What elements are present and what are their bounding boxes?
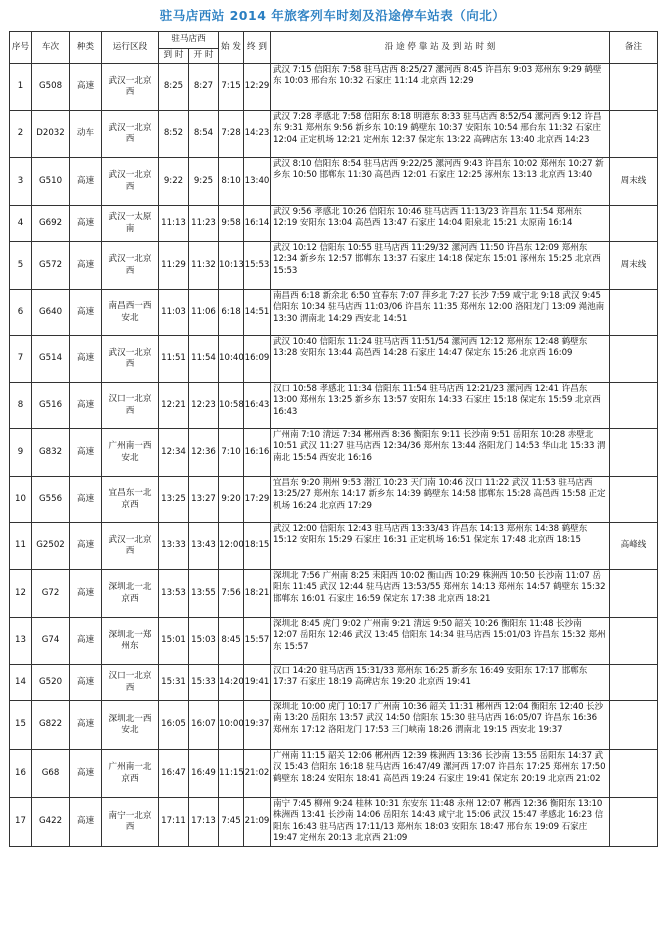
row-stops: 武汉 12:00 信阳东 12:43 驻马店西 13:33/43 许昌东 14:13 郑州东 14:38 鹤壁东 15:12 安阳东 15:29 石家庄 16:31 正定机场 16:51 保定东 17:48 北京西 18:15 [271,523,610,570]
row-note [610,64,658,111]
row-train-number: G2502 [32,523,70,570]
header-depart: 开 时 [189,49,219,64]
row-stops: 汉口 14:20 驻马店西 15:31/33 郑州东 16:25 新乡东 16:49 安阳东 17:17 邯郸东 17:37 石家庄 18:19 高碑店东 19:20 北京西 19:41 [271,665,610,701]
row-note [610,336,658,383]
row-train-number: G556 [32,477,70,523]
row-route-text: 武汉一北京西 [108,122,152,144]
row-terminal-arrival: 19:37 [244,701,271,750]
row-route [102,64,159,111]
row-route-text: 深圳北一郑州东 [108,629,152,651]
row-origin-departure: 9:58 [219,206,244,242]
row-train-type: 高速 [70,64,102,111]
row-arrival-time: 13:53 [159,570,189,618]
row-seq: 12 [10,570,32,618]
row-arrival-time: 11:51 [159,336,189,383]
row-departure-time: 17:13 [189,798,219,847]
row-route-text: 深圳北一北京西 [108,582,152,604]
row-terminal-arrival: 16:14 [244,206,271,242]
row-stops: 武汉 7:15 信阳东 7:58 驻马店西 8:25/27 漯河西 8:45 许昌东 9:03 郑州东 9:29 鹤壁东 10:03 邢台东 10:32 石家庄 11:14 北京西 12:29 [271,64,610,111]
row-departure-time: 11:54 [189,336,219,383]
row-route [102,111,159,158]
row-terminal-arrival: 14:51 [244,290,271,336]
row-train-type: 高速 [70,798,102,847]
row-seq: 17 [10,798,32,847]
row-train-type: 高速 [70,701,102,750]
row-train-number: G822 [32,701,70,750]
row-stops: 南昌西 6:18 新余北 6:50 宜春东 7:07 萍乡北 7:27 长沙 7:59 咸宁北 9:18 武汉 9:45 信阳东 10:34 驻马店西 11:03/06 许昌东 11:35 郑州东 12:00 洛阳龙门 13:09 渑池南 13:30 渭南北 14:29 西安北 14:51 [271,290,610,336]
row-terminal-arrival: 14:23 [244,111,271,158]
row-arrival-time: 9:22 [159,158,189,206]
row-origin-departure: 9:20 [219,477,244,523]
row-seq: 9 [10,429,32,477]
row-note [610,290,658,336]
row-route [102,242,159,290]
row-train-number: D2032 [32,111,70,158]
table-row [10,701,658,750]
row-origin-departure: 10:13 [219,242,244,290]
header-stops: 沿 途 停 靠 站 及 到 站 时 刻 [271,32,610,64]
table-row [10,64,658,111]
row-departure-time: 8:27 [189,64,219,111]
row-departure-time: 15:03 [189,618,219,665]
row-route-text: 南昌西一西安北 [108,301,152,323]
row-seq: 14 [10,665,32,701]
row-departure-time: 8:54 [189,111,219,158]
header-seq: 序号 [10,32,32,64]
row-arrival-time: 15:31 [159,665,189,701]
row-train-number: G514 [32,336,70,383]
row-train-number: G74 [32,618,70,665]
row-seq: 13 [10,618,32,665]
row-route-text: 武汉一北京西 [108,347,152,369]
row-arrival-time: 12:34 [159,429,189,477]
row-origin-departure: 14:20 [219,665,244,701]
row-arrival-time: 17:11 [159,798,189,847]
row-origin-departure: 10:40 [219,336,244,383]
row-stops: 广州南 11:15 韶关 12:06 郴州西 12:39 株洲西 13:36 长沙南 13:55 岳阳东 14:37 武汉 15:43 信阳东 16:18 驻马店西 16:47/49 漯河西 17:07 许昌东 17:25 郑州东 17:50 鹤壁东 18:24 安阳东 18:41 高邑西 19:24 石家庄 19:41 保定东 20:19 北京西 21:02 [271,750,610,798]
row-origin-departure: 7:56 [219,570,244,618]
row-terminal-arrival: 15:57 [244,618,271,665]
row-stops: 武汉 9:56 孝感北 10:26 信阳东 10:46 驻马店西 11:13/23 许昌东 11:54 郑州东 12:19 安阳东 13:04 高邑西 13:47 石家庄 14:04 阳泉北 15:21 太原南 16:14 [271,206,610,242]
row-stops: 南宁 7:45 柳州 9:24 桂林 10:31 东安东 11:48 永州 12:07 郴西 12:36 衡阳东 13:10 株洲西 13:41 长沙南 14:06 岳阳东 14:43 咸宁北 15:06 武汉 15:47 孝感北 16:23 信阳东 16:43 驻马店西 17:11/13 郑州东 18:03 安阳东 18:47 邢台东 19:09 石家庄 19:47 定州东 20:13 北京西 21:09 [271,798,610,847]
row-note: 周末线 [610,242,658,290]
row-route-text: 深圳北一西安北 [108,713,152,735]
row-train-type: 高速 [70,618,102,665]
header-origin-departure: 始 发 [219,32,244,64]
row-note [610,618,658,665]
table-row [10,477,658,523]
row-route-text: 武汉一北京西 [108,534,152,556]
row-arrival-time: 11:13 [159,206,189,242]
row-train-number: G422 [32,798,70,847]
row-route [102,477,159,523]
row-terminal-arrival: 16:16 [244,429,271,477]
row-seq: 7 [10,336,32,383]
row-origin-departure: 8:45 [219,618,244,665]
row-arrival-time: 11:29 [159,242,189,290]
table-row [10,111,658,158]
row-stops: 汉口 10:58 孝感北 11:34 信阳东 11:54 驻马店西 12:21/23 漯河西 12:41 许昌东 13:00 郑州东 13:25 新乡东 13:57 安阳东 14:33 石家庄 15:18 保定东 15:59 北京西 16:43 [271,383,610,429]
header-note: 备注 [610,32,658,64]
table-row [10,750,658,798]
timetable-body [10,64,658,847]
row-route-text: 广州南一西安北 [108,441,152,463]
row-train-number: G72 [32,570,70,618]
row-seq: 5 [10,242,32,290]
row-route-text: 汉口一北京西 [108,671,152,693]
row-route [102,158,159,206]
row-train-type: 高速 [70,290,102,336]
row-note [610,206,658,242]
row-seq: 16 [10,750,32,798]
row-departure-time: 11:32 [189,242,219,290]
row-train-number: G832 [32,429,70,477]
row-terminal-arrival: 16:09 [244,336,271,383]
row-origin-departure: 6:18 [219,290,244,336]
row-route [102,429,159,477]
row-route [102,206,159,242]
row-seq: 3 [10,158,32,206]
table-row [10,570,658,618]
row-note: 周末线 [610,158,658,206]
row-origin-departure: 8:10 [219,158,244,206]
row-note [610,429,658,477]
row-stops: 武汉 8:10 信阳东 8:54 驻马店西 9:22/25 漯河西 9:43 许昌东 10:02 郑州东 10:27 新乡东 10:50 邯郸东 11:30 高邑西 12:01 石家庄 12:25 涿州东 13:13 北京西 13:40 [271,158,610,206]
timetable [9,31,658,847]
row-train-number: G516 [32,383,70,429]
row-route [102,750,159,798]
row-note [610,383,658,429]
row-stops: 深圳北 7:56 广州南 8:25 耒阳西 10:02 衡山西 10:29 株洲西 10:50 长沙南 11:07 岳阳东 11:45 武汉 12:44 驻马店西 13:53/55 郑州东 14:13 郑州东 14:57 鹤壁东 15:32 邯郸东 16:01 石家庄 16:59 保定东 17:38 北京西 18:21 [271,570,610,618]
row-seq: 4 [10,206,32,242]
table-row [10,336,658,383]
row-route [102,798,159,847]
row-train-type: 高速 [70,383,102,429]
row-train-type: 高速 [70,750,102,798]
row-arrival-time: 15:01 [159,618,189,665]
row-route-text: 武汉一北京西 [108,75,152,97]
row-note [610,798,658,847]
table-row [10,383,658,429]
row-route-text: 广州南一北京西 [108,762,152,784]
row-terminal-arrival: 12:29 [244,64,271,111]
row-route-text: 宜昌东一北京西 [108,488,152,510]
row-train-type: 高速 [70,158,102,206]
row-terminal-arrival: 15:53 [244,242,271,290]
row-route [102,290,159,336]
row-stops: 广州南 7:10 清远 7:34 郴州西 8:36 衡阳东 9:11 长沙南 9:51 岳阳东 10:28 赤壁北 10:51 武汉 11:27 驻马店西 12:34/36 郑州东 13:44 洛阳龙门 14:53 华山北 15:33 渭南北 15:54 西安北 16:16 [271,429,610,477]
header-arrive: 到 时 [159,49,189,64]
row-terminal-arrival: 13:40 [244,158,271,206]
row-arrival-time: 8:52 [159,111,189,158]
row-train-number: G510 [32,158,70,206]
row-route [102,523,159,570]
row-departure-time: 13:27 [189,477,219,523]
row-route [102,383,159,429]
row-origin-departure: 10:00 [219,701,244,750]
row-terminal-arrival: 18:15 [244,523,271,570]
row-seq: 2 [10,111,32,158]
row-stops: 武汉 10:12 信阳东 10:55 驻马店西 11:29/32 漯河西 11:50 许昌东 12:09 郑州东 12:34 新乡东 12:57 邯郸东 13:37 石家庄 14:18 保定东 15:01 涿州东 15:25 北京西 15:53 [271,242,610,290]
row-departure-time: 9:25 [189,158,219,206]
row-departure-time: 12:23 [189,383,219,429]
row-train-type: 高速 [70,206,102,242]
row-departure-time: 11:06 [189,290,219,336]
header-type: 种类 [70,32,102,64]
row-departure-time: 13:55 [189,570,219,618]
row-arrival-time: 13:33 [159,523,189,570]
row-stops: 武汉 7:28 孝感北 7:58 信阳东 8:18 明港东 8:33 驻马店西 8:52/54 漯河西 9:12 许昌东 9:31 郑州东 9:56 新乡东 10:19 鹤壁东 10:37 安阳东 10:54 邢台东 11:32 石家庄 12:04 正定机场 12:21 定州东 12:37 保定东 13:22 高碑店东 13:40 北京西 14:23 [271,111,610,158]
row-terminal-arrival: 16:43 [244,383,271,429]
row-route-text: 武汉一太原南 [108,212,152,234]
row-note [610,665,658,701]
row-terminal-arrival: 19:41 [244,665,271,701]
table-row [10,290,658,336]
header-route: 运行区段 [102,32,159,64]
row-train-type: 高速 [70,523,102,570]
row-origin-departure: 7:28 [219,111,244,158]
row-route [102,701,159,750]
row-note [610,570,658,618]
row-arrival-time: 8:25 [159,64,189,111]
table-row [10,429,658,477]
row-train-type: 高速 [70,570,102,618]
row-terminal-arrival: 17:29 [244,477,271,523]
row-route [102,665,159,701]
row-train-number: G68 [32,750,70,798]
row-route [102,570,159,618]
row-arrival-time: 13:25 [159,477,189,523]
row-origin-departure: 10:58 [219,383,244,429]
row-terminal-arrival: 18:21 [244,570,271,618]
row-route-text: 武汉一北京西 [108,170,152,192]
row-departure-time: 15:33 [189,665,219,701]
row-stops: 宜昌东 9:20 荆州 9:53 潜江 10:23 天门南 10:46 汉口 11:22 武汉 11:53 驻马店西 13:25/27 郑州东 14:17 新乡东 14:39 鹤壁东 14:58 邯郸东 15:28 高邑西 15:58 正定机场 16:24 北京西 17:29 [271,477,610,523]
row-terminal-arrival: 21:02 [244,750,271,798]
row-departure-time: 12:36 [189,429,219,477]
table-row [10,242,658,290]
header-train: 车次 [32,32,70,64]
row-stops: 深圳北 8:45 虎门 9:02 广州南 9:21 清远 9:50 韶关 10:26 衡阳东 11:48 长沙南 12:07 岳阳东 12:46 武汉 13:45 信阳东 14:34 驻马店西 15:01/03 许昌东 15:32 郑州东 15:57 [271,618,610,665]
row-route-text: 武汉一北京西 [108,254,152,276]
row-train-type: 高速 [70,242,102,290]
row-route [102,618,159,665]
row-seq: 15 [10,701,32,750]
row-origin-departure: 7:45 [219,798,244,847]
row-origin-departure: 7:10 [219,429,244,477]
row-stops: 深圳北 10:00 虎门 10:17 广州南 10:36 韶关 11:31 郴州西 12:04 衡阳东 12:40 长沙南 13:20 岳阳东 13:57 武汉 14:50 信阳东 15:30 驻马店西 16:05/07 许昌东 16:36 郑州东 17:12 洛阳龙门 17:53 三门峡南 18:26 渭南北 19:15 西安北 19:37 [271,701,610,750]
row-arrival-time: 16:05 [159,701,189,750]
row-train-type: 高速 [70,336,102,383]
row-departure-time: 16:07 [189,701,219,750]
row-route [102,336,159,383]
row-arrival-time: 11:03 [159,290,189,336]
table-row [10,206,658,242]
row-note: 高峰线 [610,523,658,570]
row-seq: 11 [10,523,32,570]
row-departure-time: 11:23 [189,206,219,242]
table-row [10,523,658,570]
row-stops: 武汉 10:40 信阳东 11:24 驻马店西 11:51/54 漯河西 12:12 郑州东 12:48 鹤壁东 13:28 安阳东 13:44 高邑西 14:28 石家庄 14:47 保定东 15:26 北京西 16:09 [271,336,610,383]
row-train-type: 高速 [70,477,102,523]
row-route-text: 汉口一北京西 [108,394,152,416]
table-row [10,665,658,701]
row-note [610,477,658,523]
row-train-number: G692 [32,206,70,242]
row-departure-time: 13:43 [189,523,219,570]
row-arrival-time: 12:21 [159,383,189,429]
row-origin-departure: 11:15 [219,750,244,798]
row-train-type: 高速 [70,665,102,701]
header-row [10,32,658,49]
row-note [610,701,658,750]
row-note [610,111,658,158]
table-row [10,798,658,847]
row-note [610,750,658,798]
page-title: 驻马店西站 2014 年旅客列车时刻及沿途停车站表（向北） [159,8,506,23]
row-seq: 1 [10,64,32,111]
row-origin-departure: 12:00 [219,523,244,570]
header-station: 驻马店西 [159,32,219,49]
row-train-type: 高速 [70,429,102,477]
row-train-type: 动车 [70,111,102,158]
row-train-number: G640 [32,290,70,336]
row-terminal-arrival: 21:09 [244,798,271,847]
row-route-text: 南宁一北京西 [108,810,152,832]
row-train-number: G508 [32,64,70,111]
header-terminal-arrival: 终 到 [244,32,271,64]
row-train-number: G520 [32,665,70,701]
row-seq: 8 [10,383,32,429]
row-departure-time: 16:49 [189,750,219,798]
row-arrival-time: 16:47 [159,750,189,798]
row-seq: 10 [10,477,32,523]
table-row [10,158,658,206]
row-origin-departure: 7:15 [219,64,244,111]
row-train-number: G572 [32,242,70,290]
row-seq: 6 [10,290,32,336]
table-row [10,618,658,665]
